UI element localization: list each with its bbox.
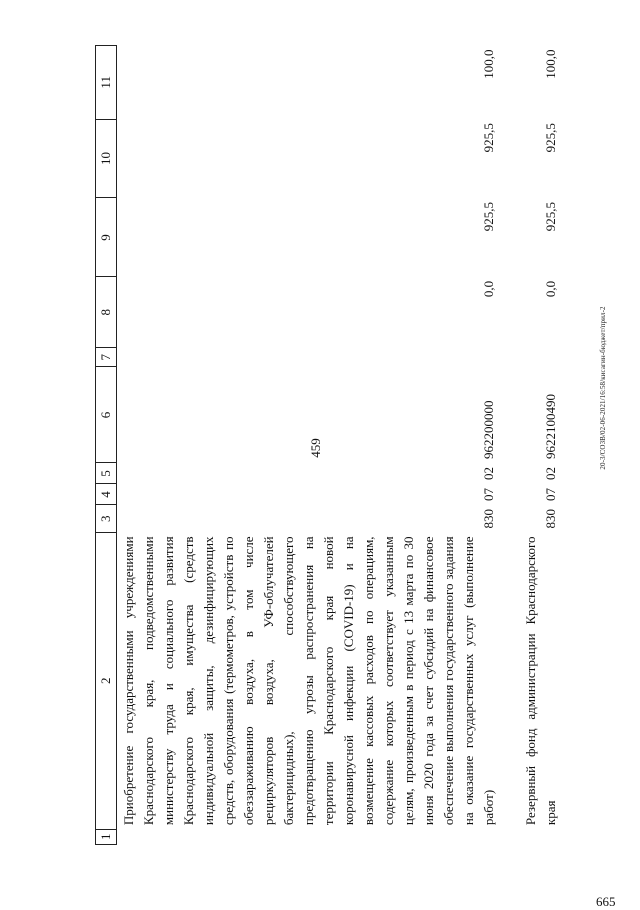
row-value-10: 925,5 <box>543 123 558 153</box>
budget-table <box>95 45 563 845</box>
row-target-article: 962200000 <box>481 400 496 459</box>
column-header-6: 6 <box>96 367 117 463</box>
header-row <box>96 46 117 845</box>
row-value-11: 100,0 <box>481 49 496 79</box>
row-value-9: 925,5 <box>543 201 558 232</box>
row-expense-type <box>519 348 563 367</box>
row-target-article: 9622100490 <box>543 393 558 459</box>
document-stamp: 20-3/CO3B/02-06-2021/16:58/кисагин-бюджет/прил-2 <box>599 306 607 470</box>
table-wrapper <box>95 45 558 845</box>
column-header-3: 3 <box>96 505 117 533</box>
column-header-1: 1 <box>96 829 117 844</box>
column-header-8: 8 <box>96 277 117 348</box>
row-value-9: 925,5 <box>481 201 496 232</box>
column-header-11: 11 <box>96 46 117 120</box>
page-number-bottom: 665 <box>596 894 616 909</box>
table-row <box>519 46 563 845</box>
row-value-10: 925,5 <box>481 123 496 153</box>
row-name: Резервный фонд администрации Краснодарского края <box>523 536 558 826</box>
table-row <box>117 46 502 845</box>
row-value-11: 100,0 <box>543 49 558 79</box>
column-header-9: 9 <box>96 198 117 277</box>
row-value-8: 0,0 <box>481 280 496 298</box>
row-name: Приобретение государственными учреждениями Краснодарского края, подведомственными министерству труда и социального развития Краснодарского края, имущества (средств индивидуальной защиты, дезинфицирующих средств, оборудования (термометров, устройств по обеззараживанию воздуха, в том числе рециркуляторов воздуха, УФ-облучателей бактерицидных), способствующего предотвращению угрозы распространения на территории Краснодарского края новой коронавирусной инфекции (COVID-19) и на возмещение кассовых расходов по операциям, содержание которых соответствует указанным целям, произведенным в период с 13 марта по 30 июня 2020 года за счет субсидий на финансовое обеспечение выполнения государственного задания на оказание государственных услуг (выполнение работ) <box>121 536 496 826</box>
row-ministry-code: 830 <box>543 508 558 529</box>
page-number-top: 459 <box>307 438 323 458</box>
row-cell-1 <box>519 829 563 844</box>
row-cell-1 <box>117 829 502 844</box>
row-expense-type <box>117 348 502 367</box>
column-header-10: 10 <box>96 119 117 198</box>
row-subsection-code: 02 <box>481 466 496 480</box>
column-header-7: 7 <box>96 348 117 367</box>
column-header-4: 4 <box>96 484 117 505</box>
column-header-5: 5 <box>96 463 117 484</box>
row-value-8: 0,0 <box>543 280 558 298</box>
row-ministry-code: 830 <box>481 508 496 529</box>
row-section-code: 07 <box>543 487 558 501</box>
row-section-code: 07 <box>481 487 496 501</box>
row-subsection-code: 02 <box>543 466 558 480</box>
column-header-2: 2 <box>96 532 117 829</box>
rotated-sheet <box>95 45 558 845</box>
row-spacer <box>501 46 519 845</box>
